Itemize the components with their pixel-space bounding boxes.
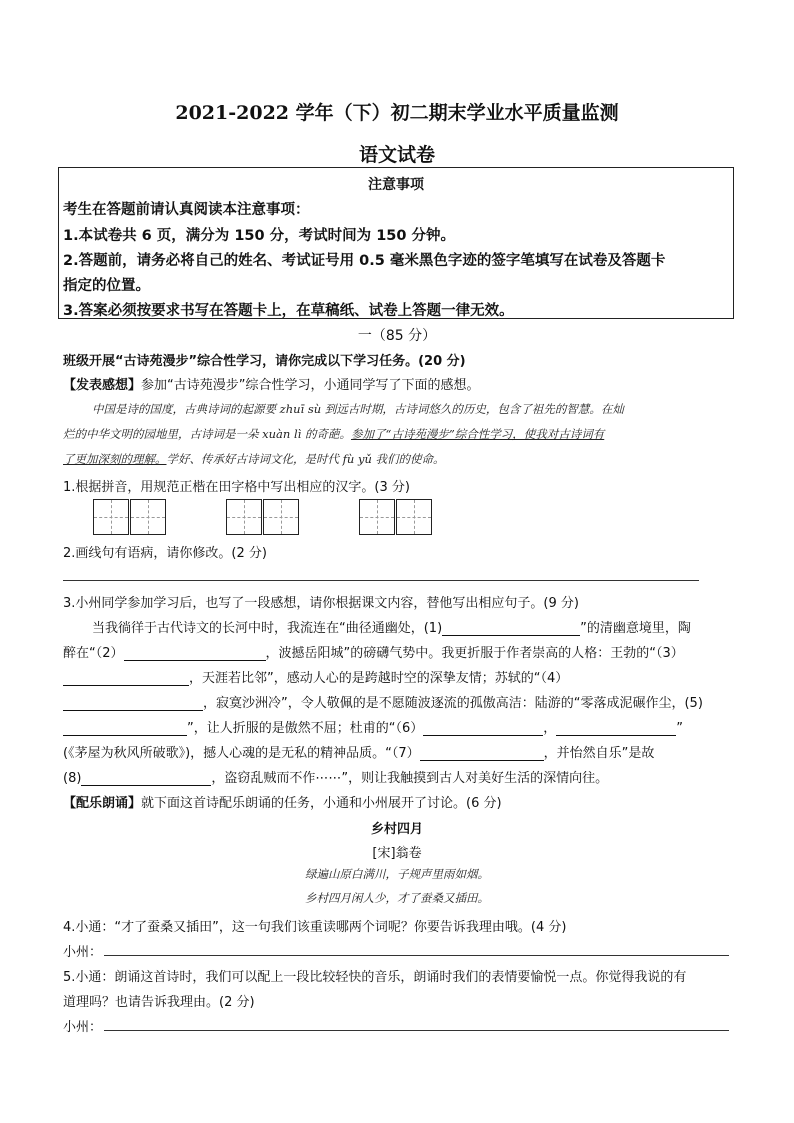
- q3-text: ，盗窃乱贼而不作⋯⋯”，则让我触摸到古人对美好生活的深情向往。: [211, 771, 609, 786]
- question-3: 3.小州同学参加学习后，也写了一段感想，请你根据课文内容，替他写出相应句子。(9 分): [63, 596, 579, 611]
- blank-5[interactable]: [63, 721, 187, 736]
- q3-line-2: [63, 642, 684, 661]
- reflection-intro: [63, 374, 480, 393]
- answer-label: 小州：: [63, 1020, 103, 1035]
- poem-author: [宋]翁卷: [372, 846, 422, 861]
- q3-line-6: [63, 742, 654, 761]
- task-heading: 班级开展“古诗苑漫步”综合性学习，请你完成以下学习任务。(20 分): [63, 354, 466, 369]
- recital-intro: [63, 792, 502, 811]
- blank-2[interactable]: [124, 646, 266, 661]
- notice-item: 指定的位置。: [63, 278, 150, 294]
- notice-intro: 考生在答题前请认真阅读本注意事项：: [63, 202, 310, 218]
- notice-item: 1.本试卷共 6 页，满分为 150 分，考试时间为 150 分钟。: [63, 228, 456, 244]
- exam-title: 2021-2022 学年（下）初二期末学业水平质量监测: [175, 102, 619, 124]
- poem-title: 乡村四月: [370, 822, 423, 837]
- blank-6a[interactable]: [423, 721, 543, 736]
- question-2: 2.画线句有语病，请你修改。(2 分): [63, 546, 267, 561]
- notice-box: [58, 167, 734, 319]
- tianzi-grid[interactable]: [226, 499, 262, 535]
- answer-line[interactable]: [104, 955, 729, 956]
- q3-text: ”: [676, 721, 684, 736]
- poem-line: 乡村四月闲人少，才了蚕桑又插田。: [305, 891, 489, 905]
- reflection-tag: 【发表感想】: [63, 378, 142, 393]
- q3-text: (《茅屋为秋风所破歌》)，撼人心魂的是无私的精神品质。“（7）: [63, 746, 420, 761]
- answer-line[interactable]: [104, 1030, 729, 1031]
- answer-line[interactable]: [63, 580, 699, 581]
- q3-text: ，寂寞沙洲冷”，令人敬佩的是不愿随波逐流的孤傲高洁：陆游的“零落成泥碾作尘，(5): [203, 696, 703, 711]
- section-label: 一（85 分）: [357, 328, 437, 344]
- tianzi-grid[interactable]: [130, 499, 166, 535]
- tianzi-grid[interactable]: [359, 499, 395, 535]
- poem-line: 绿遍山原白满川，子规声里雨如烟。: [305, 867, 489, 881]
- q3-line-7: [63, 767, 608, 786]
- q3-text: ，: [543, 721, 557, 736]
- q3-text: ，并怡然自乐”是故: [543, 746, 655, 761]
- q3-line-1: [92, 617, 691, 636]
- q3-text: (8): [63, 771, 82, 786]
- tianzi-grid[interactable]: [93, 499, 129, 535]
- blank-7[interactable]: [420, 746, 544, 761]
- reflection-line: 中国是诗的国度，古典诗词的起源要 zhuī sù 到远古时期，古诗词悠久的历史，包含了祖先的智慧。在灿: [92, 402, 624, 416]
- reflection-line-3: [63, 451, 445, 467]
- question-5-line-2: 道理吗？也请告诉我理由。(2 分): [63, 995, 255, 1010]
- reflection-line-2: [63, 426, 604, 442]
- notice-heading: 注意事项: [368, 177, 424, 193]
- q3-text: ，天涯若比邻”，感动人心的是跨越时空的深挚友情；苏轼的“（4）: [189, 671, 569, 686]
- blank-4[interactable]: [63, 696, 203, 711]
- q3-line-5: [63, 717, 683, 736]
- notice-item: 2.答题前，请务必将自己的姓名、考试证号用 0.5 毫米黑色字迹的签字笔填写在试卷及答题卡: [63, 253, 666, 269]
- answer-label: 小州：: [63, 945, 103, 960]
- blank-8[interactable]: [81, 771, 211, 786]
- question-4: 4.小通：“才了蚕桑又插田”，这一句我们该重读哪两个词呢？你要告诉我理由哦。(4 分): [63, 920, 567, 935]
- blank-1[interactable]: [442, 621, 580, 636]
- q3-line-3: [63, 667, 568, 686]
- notice-item: 3.答案必须按要求书写在答题卡上，在草稿纸、试卷上答题一律无效。: [63, 303, 514, 319]
- q3-text: ”的清幽意境里，陶: [580, 621, 691, 636]
- q3-text: ，波撼岳阳城”的磅礴气势中。我更折服于作者崇高的人格：王勃的“（3）: [265, 646, 684, 661]
- q3-line-4: [63, 692, 703, 711]
- tianzi-grid[interactable]: [396, 499, 432, 535]
- underlined-sentence: 参加了“古诗苑漫步”综合性学习，使我对古诗词有: [350, 427, 605, 441]
- blank-6b[interactable]: [556, 721, 676, 736]
- recital-intro-text: 就下面这首诗配乐朗诵的任务，小通和小州展开了讨论。(6 分): [141, 796, 502, 811]
- q3-text: ”，让人折服的是傲然不屈；杜甫的“（6）: [187, 721, 424, 736]
- q3-text: 当我徜徉于古代诗文的长河中时，我流连在“曲径通幽处，(1): [92, 621, 443, 636]
- exam-subtitle: 语文试卷: [358, 144, 435, 166]
- question-5-line-1: 5.小通：朗诵这首诗时，我们可以配上一段比较轻快的音乐，朗诵时我们的表情要愉悦一点。你觉得我说的有: [63, 970, 687, 985]
- underlined-sentence-end: 了更加深刻的理解。: [63, 452, 167, 466]
- recital-tag: 【配乐朗诵】: [63, 796, 142, 811]
- tianzi-grid[interactable]: [263, 499, 299, 535]
- blank-3[interactable]: [63, 671, 189, 686]
- reflection-text: 烂的中华文明的园地里，古诗词是一朵 xuàn lì 的奇葩。: [63, 427, 351, 441]
- question-1: 1.根据拼音，用规范正楷在田字格中写出相应的汉字。(3 分): [63, 480, 410, 495]
- q3-text: 醉在“（2）: [63, 646, 124, 661]
- reflection-text: 学好、传承好古诗词文化，是时代 fù yǔ 我们的使命。: [166, 452, 445, 466]
- reflection-intro-text: 参加“古诗苑漫步”综合性学习，小通同学写了下面的感想。: [141, 378, 480, 393]
